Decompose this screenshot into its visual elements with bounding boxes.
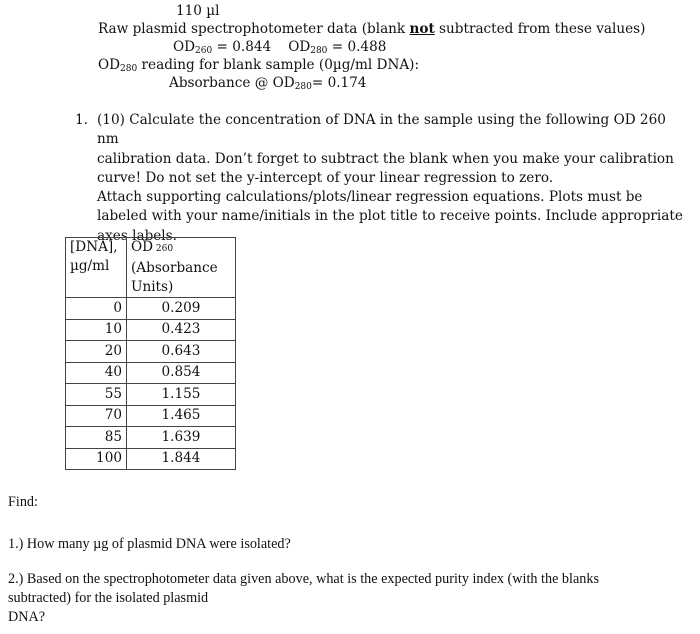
- question-1-line: labeled with your name/initials in the plot title to receive points. Include appropriate: [97, 208, 683, 225]
- dna-cell: 55: [66, 384, 127, 406]
- od280-value: = 0.488: [327, 39, 387, 55]
- question-1-line: (10) Calculate the concentration of DNA in the sample using the following OD 260 nm: [97, 112, 666, 148]
- table-row: [66, 448, 236, 470]
- table-row: [66, 298, 236, 320]
- find-label: Find:: [8, 494, 38, 510]
- raw-title-post: subtracted from these values): [434, 21, 646, 37]
- od280-sub: 280: [310, 46, 328, 56]
- od-cell: 1.639: [127, 427, 236, 449]
- table-row: [66, 427, 236, 449]
- find-question-2-line: DNA?: [8, 609, 46, 625]
- blank-label: OD: [98, 57, 121, 73]
- absorbance-pre: Absorbance @ OD: [169, 75, 295, 91]
- od280-label: OD: [288, 39, 311, 55]
- absorbance-line: [169, 74, 367, 97]
- blank-sub: 280: [120, 64, 138, 74]
- od260-sub: 260: [195, 46, 213, 56]
- table-header-row: [66, 238, 236, 298]
- question-1-number: 1.: [75, 112, 88, 128]
- od260-label: OD: [173, 39, 196, 55]
- dna-cell: 10: [66, 319, 127, 341]
- table-row: [66, 384, 236, 406]
- dna-cell: 85: [66, 427, 127, 449]
- od260-value: = 0.844: [212, 39, 272, 55]
- question-1-text: [97, 111, 685, 246]
- question-1-line: Attach supporting calculations/plots/linear regression equations. Plots must be: [97, 189, 643, 206]
- blank-text: reading for blank sample (0µg/ml DNA):: [137, 57, 420, 73]
- question-1-line: calibration data. Don’t forget to subtract the blank when you make your calibration: [97, 150, 674, 167]
- absorbance-value: = 0.174: [311, 75, 367, 91]
- raw-title-not: not: [409, 21, 435, 37]
- table-row: [66, 341, 236, 363]
- od-cell: 1.155: [127, 384, 236, 406]
- raw-data-title: [98, 20, 645, 39]
- dna-column-header: [DNA], µg/ml: [66, 238, 127, 298]
- dna-cell: 100: [66, 448, 127, 470]
- dna-cell: 0: [66, 298, 127, 320]
- od-cell: 0.854: [127, 362, 236, 384]
- volume-text: 110 µl: [176, 3, 220, 19]
- find-question-1: 1.) How many µg of plasmid DNA were isolated?: [8, 536, 291, 552]
- od-column-header: OD 260 (Absorbance Units): [127, 238, 236, 298]
- od-cell: 0.643: [127, 341, 236, 363]
- find-question-2-line: subtracted) for the isolated plasmid: [8, 590, 209, 606]
- od-cell: 1.465: [127, 405, 236, 427]
- table-row: [66, 362, 236, 384]
- find-question-2-line: 2.) Based on the spectrophotometer data given above, what is the expected purity index (with the blanks: [8, 571, 599, 587]
- calibration-table: [65, 237, 236, 470]
- dna-cell: 40: [66, 362, 127, 384]
- absorbance-sub: 280: [294, 82, 312, 92]
- question-1-line: axes labels.: [97, 227, 177, 244]
- dna-cell: 70: [66, 405, 127, 427]
- od-cell: 0.423: [127, 319, 236, 341]
- question-1-line: curve! Do not set the y-intercept of your linear regression to zero.: [97, 169, 554, 186]
- od-cell: 1.844: [127, 448, 236, 470]
- raw-title-pre: Raw plasmid spectrophotometer data (blank: [98, 21, 410, 37]
- od-cell: 0.209: [127, 298, 236, 320]
- table-row: [66, 319, 236, 341]
- dna-cell: 20: [66, 341, 127, 363]
- table-row: [66, 405, 236, 427]
